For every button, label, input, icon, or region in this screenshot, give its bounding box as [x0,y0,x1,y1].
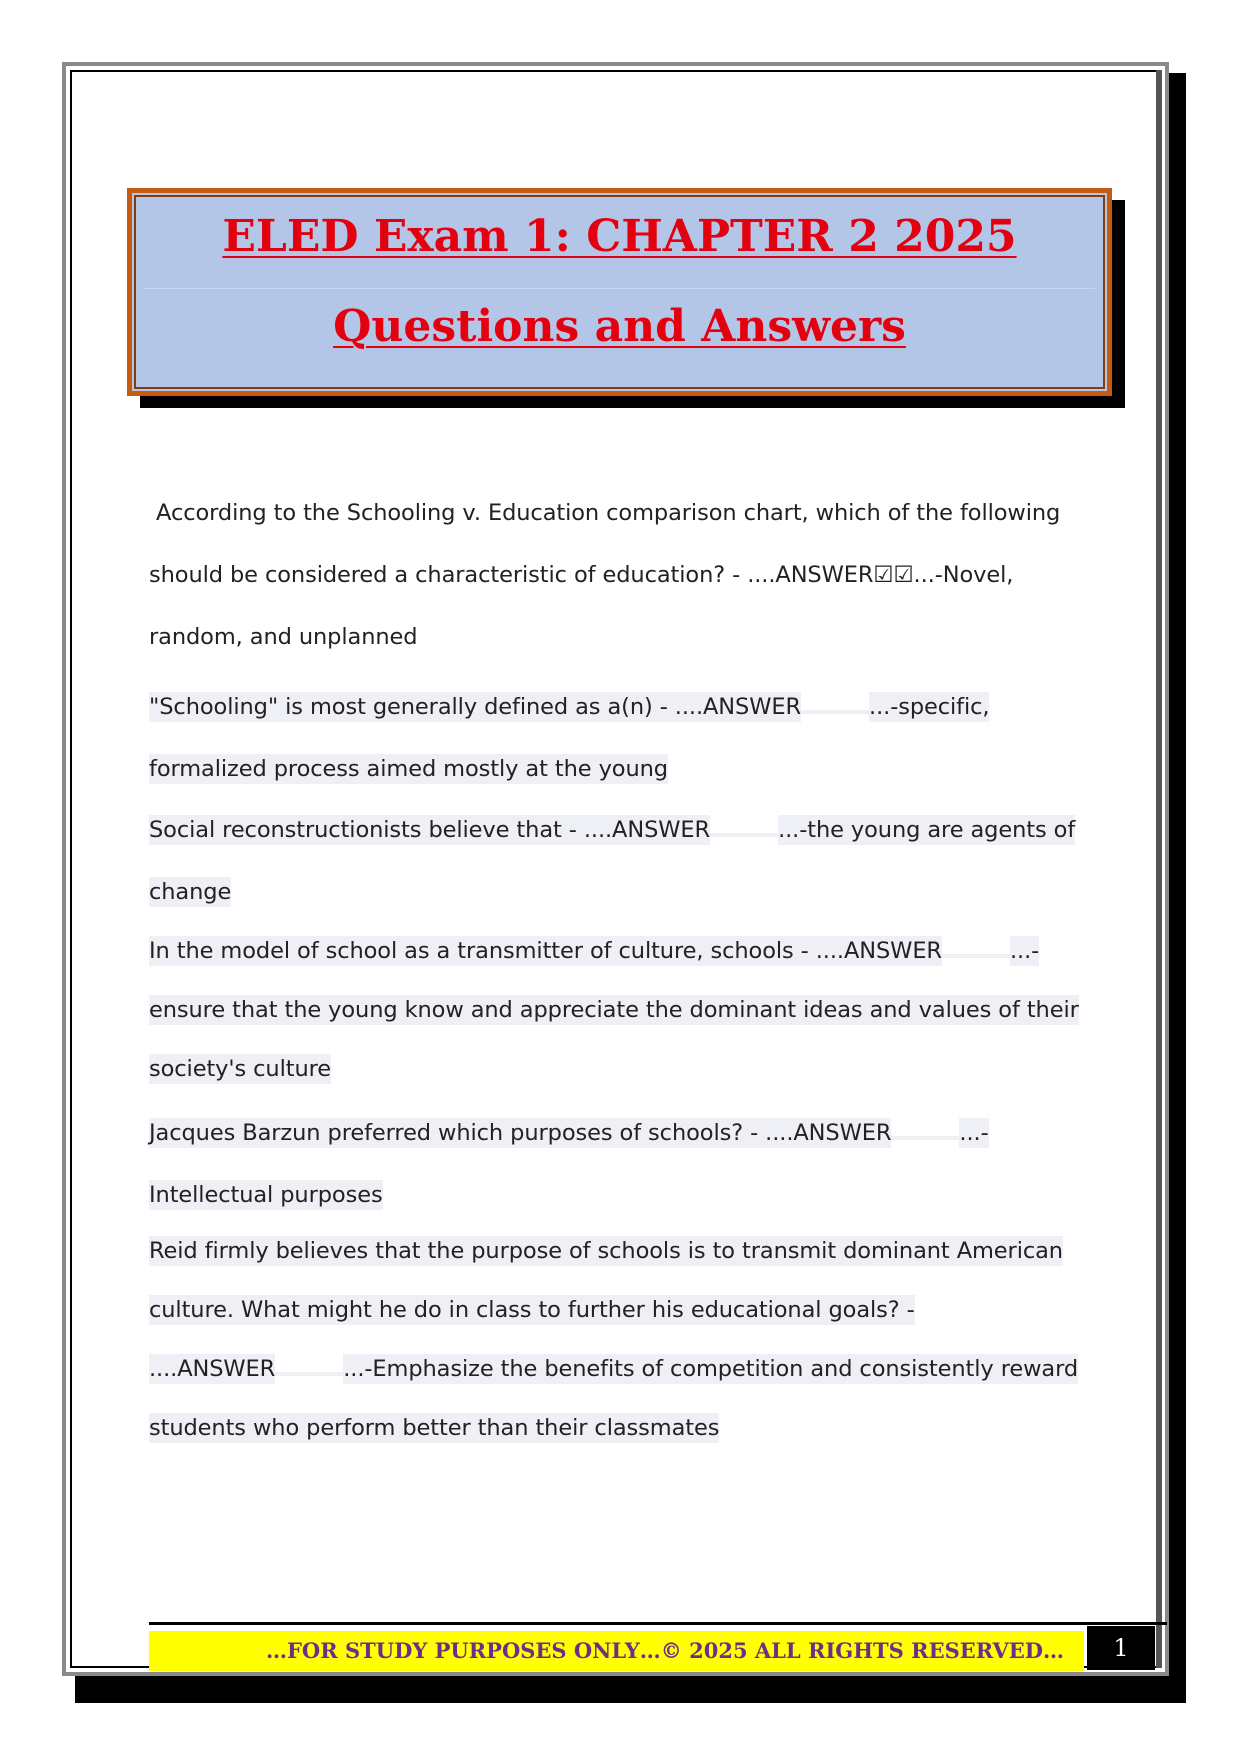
qa-6-answer-label: ....ANSWER [149,1356,276,1382]
answer-gap [275,1372,343,1376]
title-box [127,188,1112,396]
qa-4-line-3: society's culture [149,1056,332,1082]
qa-2-line-2: formalized process aimed mostly at the young [149,756,668,782]
qa-5-answer: ...- [959,1120,989,1146]
qa-item-2 [149,676,1089,800]
qa-6-answer: ...-Emphasize the benefits of competition and consistently reward [343,1356,1079,1382]
qa-6-line-4: students who perform better than their classmates [149,1415,720,1441]
qa-item-5 [149,1102,1089,1226]
qa-6-line-2: culture. What might he do in class to further his educational goals? - [149,1297,915,1323]
qa-3-answer: ...-the young are agents of [778,817,1076,843]
answer-gap [710,833,778,837]
qa-6-line-1: Reid firmly believes that the purpose of schools is to transmit dominant American [149,1238,1063,1264]
answer-gap [801,710,869,714]
qa-1-line-2: should be considered a characteristic of education? - ....ANSWER☑☑...-Novel, [149,562,1014,588]
qa-item-4 [149,922,1089,1099]
qa-3-line-2: change [149,879,232,905]
qa-1-line-1: According to the Schooling v. Education comparison chart, which of the following [149,500,1061,526]
qa-4-answer: ...- [1009,938,1040,964]
answer-gap [942,954,1010,958]
qa-1-line-3: random, and unplanned [149,624,418,650]
footer-notice: …FOR STUDY PURPOSES ONLY…© 2025 ALL RIGHTS RESERVED… [149,1631,1084,1671]
qa-3-question: Social reconstructionists believe that - ....ANSWER [149,817,711,843]
qa-4-line-2: ensure that the young know and appreciate the dominant ideas and values of their [149,997,1079,1023]
qa-5-question: Jacques Barzun preferred which purposes of schools? - ....ANSWER [149,1120,892,1146]
page-frame-edge [1156,70,1162,1668]
footer-rule [149,1622,1167,1625]
qa-item-1 [149,482,1089,668]
document-title: ELED Exam 1: CHAPTER 2 2025 [222,211,1017,262]
qa-item-6 [149,1222,1089,1458]
answer-gap [891,1136,959,1140]
qa-4-question: In the model of school as a transmitter of culture, schools - ....ANSWER [149,938,942,964]
qa-2-answer: ...-specific, [869,694,990,720]
qa-2-question: "Schooling" is most generally defined as a(n) - ....ANSWER [149,694,802,720]
page-number: 1 [1087,1626,1155,1670]
qa-item-3 [149,799,1089,923]
document-subtitle: Questions and Answers [333,301,906,352]
title-divider [144,288,1095,289]
qa-5-line-2: Intellectual purposes [149,1182,383,1208]
